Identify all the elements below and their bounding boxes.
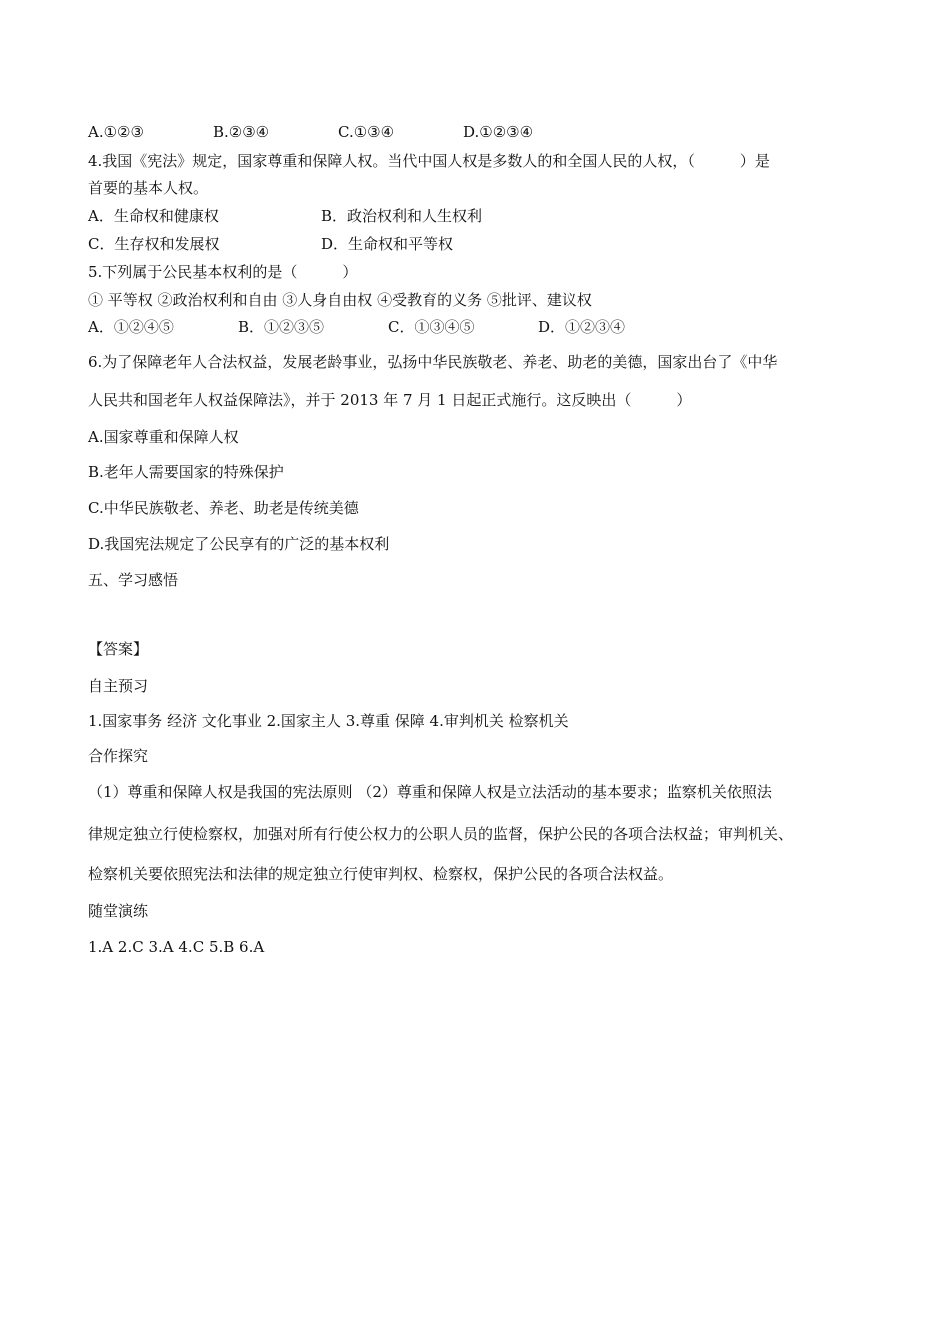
q4-options-row2 [88,234,848,254]
q6-stem-line1: 6.为了保障老年人合法权益，发展老龄事业，弘扬中华民族敬老、养老、助老的美德，国家出台了《中华 [88,353,778,371]
answers-heading: 【答案】 [88,640,149,658]
q6-option-b: B.老年人需要国家的特殊保护 [88,463,284,481]
coop-answer-line3: 检察机关要依照宪法和法律的规定独立行使审判权、检察权，保护公民的各项合法权益。 [88,865,674,883]
preview-title: 自主预习 [88,677,149,695]
q4-option-d: D．生命权和平等权 [321,235,454,253]
drill-answers: 1.A 2.C 3.A 4.C 5.B 6.A [88,938,265,956]
coop-answer-line2: 律规定独立行使检察权，加强对所有行使公权力的公职人员的监督，保护公民的各项合法权益；审判机关、 [88,825,794,843]
q6-stem-line2: 人民共和国老年人权益保障法》，并于 2013 年 7 月 1 日起正式施行。这反映出（ ） [88,391,692,409]
q3-options [88,122,848,142]
q5-stem: 5.下列属于公民基本权利的是（ ） [88,263,358,281]
q5-option-d: D．①②③④ [538,318,626,336]
preview-answers: 1.国家事务 经济 文化事业 2.国家主人 3.尊重 保障 4.审判机关 检察机关 [88,712,569,730]
q4-option-a: A．生命权和健康权 [88,207,219,225]
q3-option-b: B.②③④ [213,123,270,141]
q3-option-c: C.①③④ [338,123,395,141]
q4-option-b: B．政治权利和人生权利 [321,207,483,225]
drill-title: 随堂演练 [88,902,149,920]
q6-option-a: A.国家尊重和保障人权 [88,428,239,446]
q5-options [88,317,848,337]
q4-options-row1 [88,206,848,226]
q5-items: ① 平等权 ②政治权利和自由 ③人身自由权 ④受教育的义务 ⑤批评、建议权 [88,291,592,309]
q6-option-c: C.中华民族敬老、养老、助老是传统美德 [88,499,359,517]
q5-option-b: B．①②③⑤ [238,318,325,336]
q4-stem-line1: 4.我国《宪法》规定，国家尊重和保障人权。当代中国人权是多数人的和全国人民的人权，（ ）是 [88,152,770,170]
q5-option-a: A．①②④⑤ [88,318,174,336]
coop-answer-line1: （1）尊重和保障人权是我国的宪法原则 （2）尊重和保障人权是立法活动的基本要求；监察机关依照法 [88,783,772,801]
q6-option-d: D.我国宪法规定了公民享有的广泛的基本权利 [88,535,390,553]
section-five-heading: 五、学习感悟 [88,571,179,589]
q4-stem-line2: 首要的基本人权。 [88,179,209,197]
coop-title: 合作探究 [88,747,149,765]
q4-option-c: C．生存权和发展权 [88,235,220,253]
q5-option-c: C．①③④⑤ [388,318,475,336]
q3-option-d: D.①②③④ [463,123,534,141]
q3-option-a: A.①②③ [88,123,144,141]
